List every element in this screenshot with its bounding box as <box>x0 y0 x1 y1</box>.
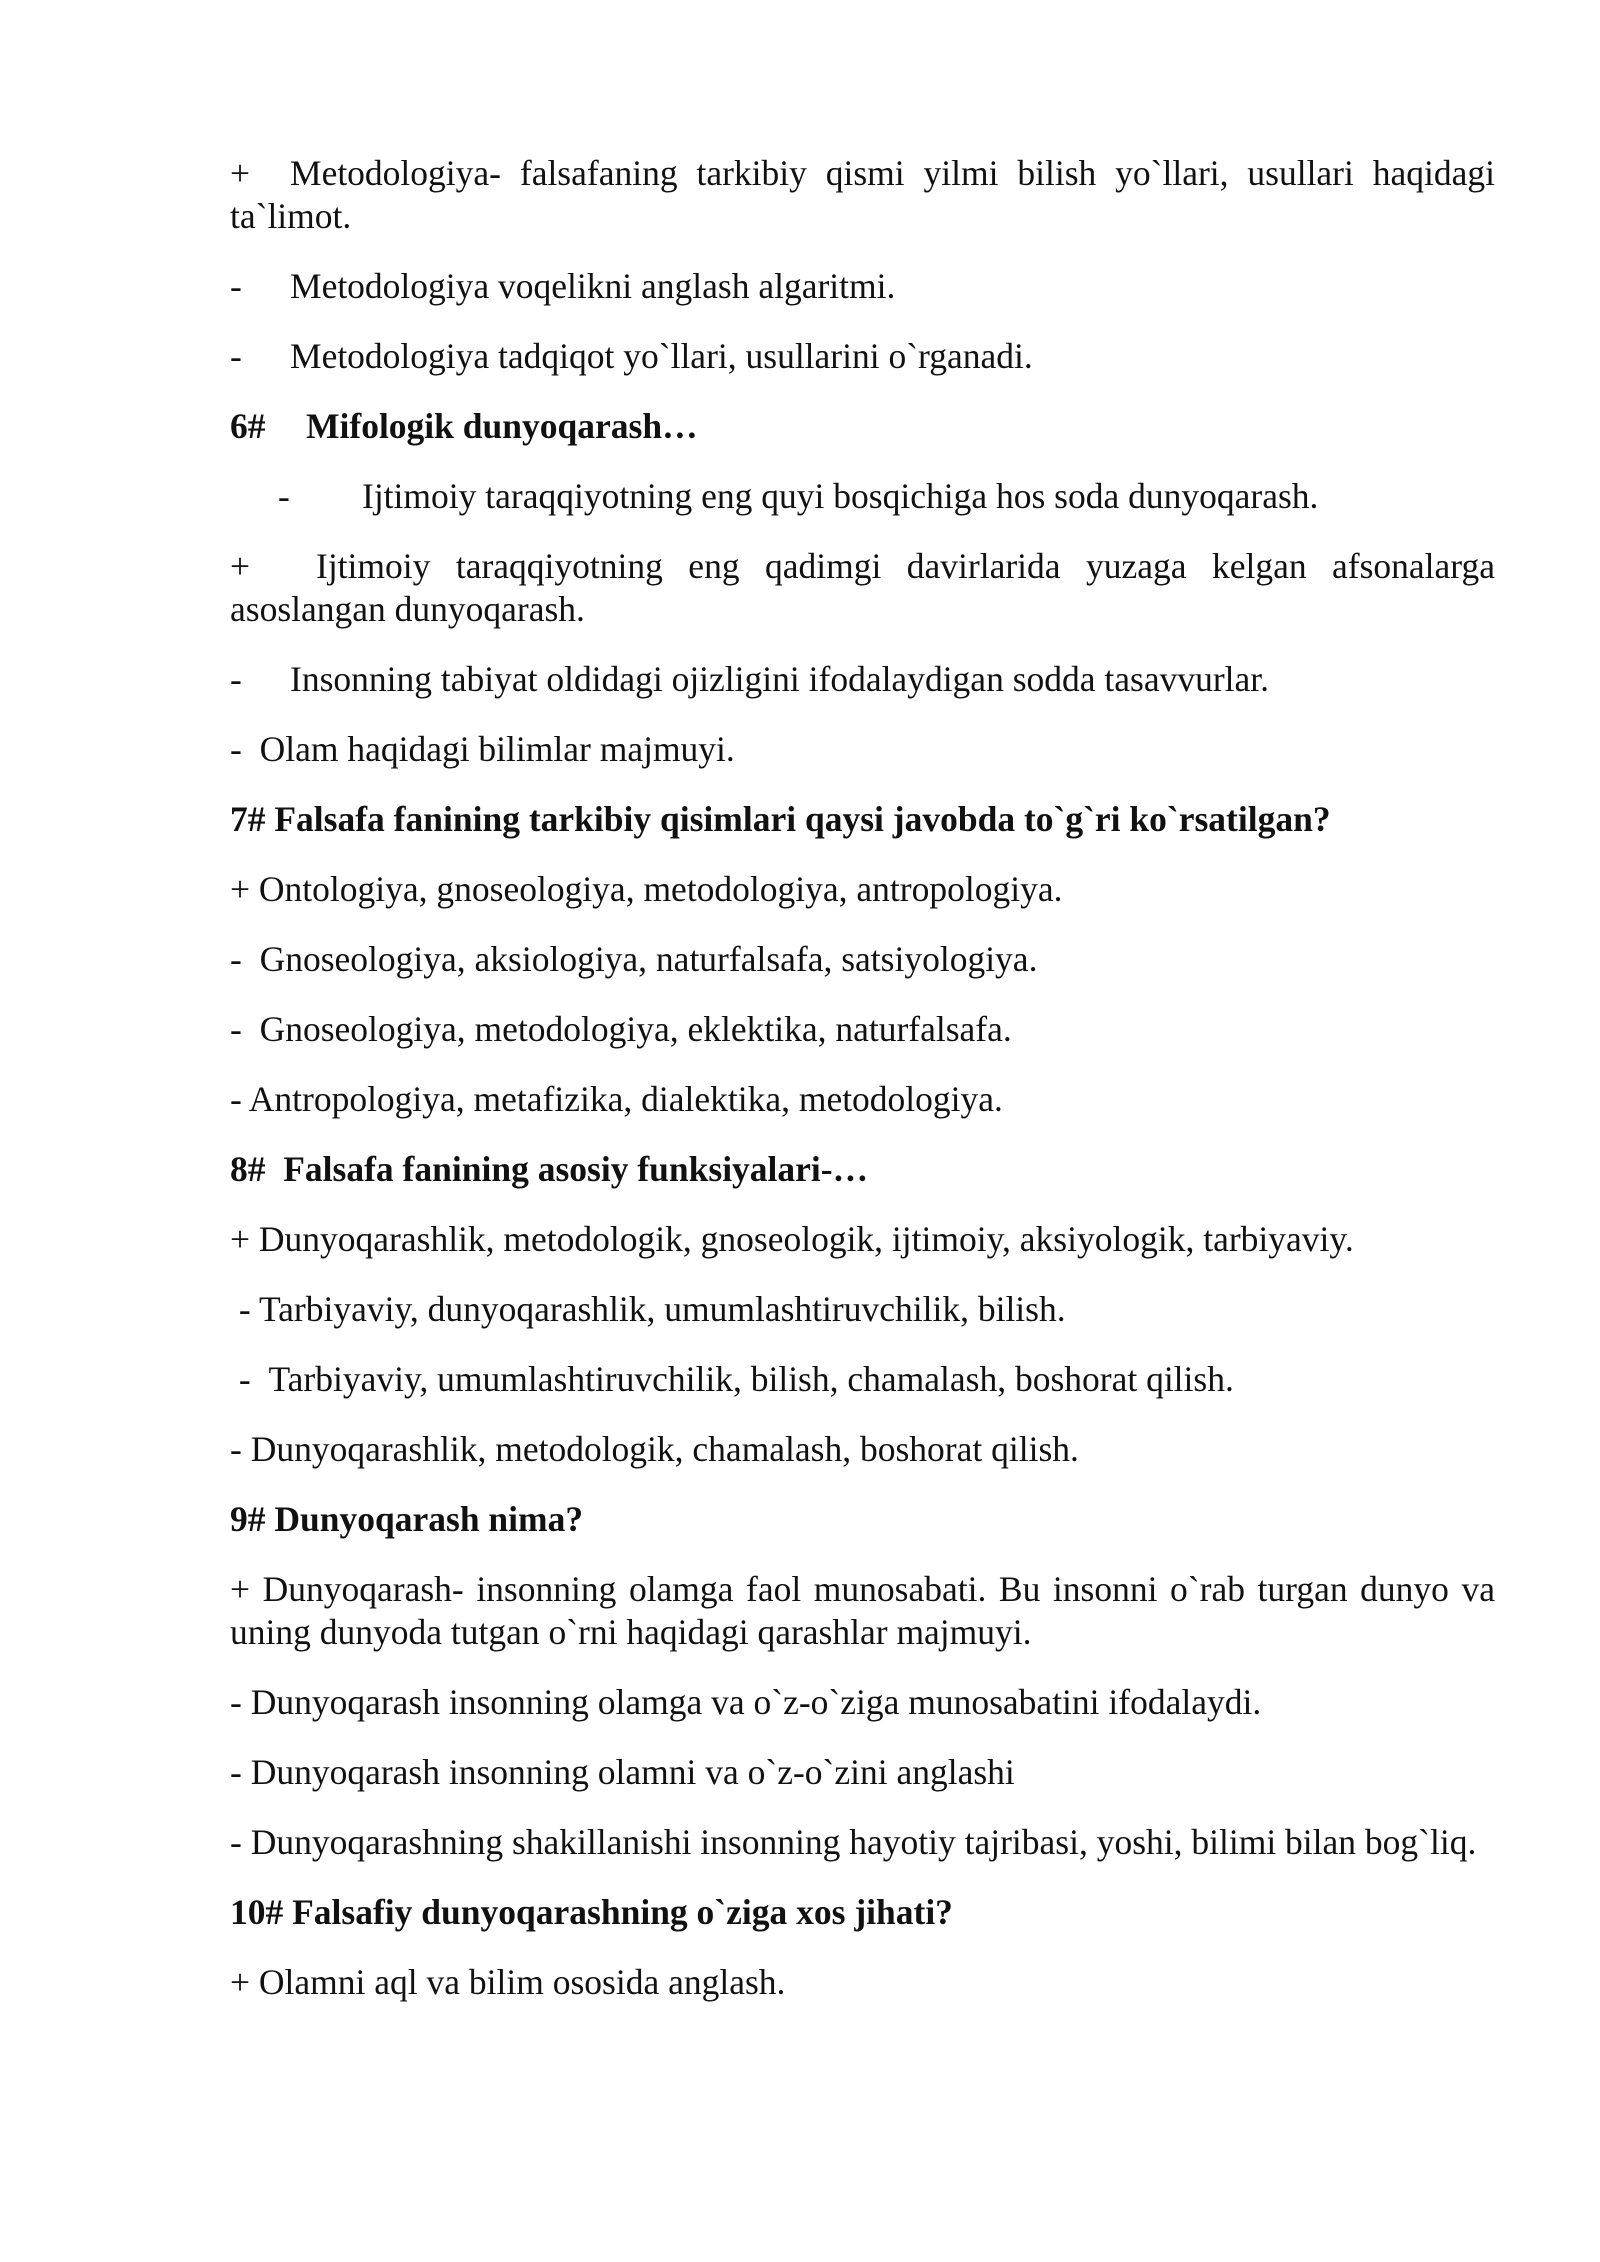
answer-text: Tarbiyaviy, umumlashtiruvchilik, bilish, chamalash, boshorat qilish. <box>268 1359 1234 1399</box>
answer-marker: + <box>230 153 251 193</box>
question-heading <box>230 1891 1495 1934</box>
answer-option <box>230 1961 1495 2004</box>
answer-text: Ijtimoiy taraqqiyotning eng quyi bosqichiga hos soda dunyoqarash. <box>362 476 1319 516</box>
answer-option <box>230 1751 1495 1794</box>
answer-marker: - <box>238 1359 251 1399</box>
answer-marker: + <box>230 1962 251 2002</box>
answer-option <box>230 265 1495 308</box>
answer-text: Antropologiya, metafizika, dialektika, metodologiya. <box>248 1079 1003 1119</box>
answer-text: Dunyoqarashlik, metodologik, gnoseologik, ijtimoiy, aksiyologik, tarbiyaviy. <box>258 1219 1354 1259</box>
document-page <box>230 152 1495 2031</box>
question-text: Mifologik dunyoqarash… <box>306 406 698 446</box>
answer-text: Olamni aql va bilim ososida anglash. <box>258 1962 786 2002</box>
answer-marker: - <box>230 1079 242 1119</box>
answer-marker: + <box>230 546 251 586</box>
question-text: Falsafa fanining tarkibiy qisimlari qaysi javobda to`g`ri ko`rsatilgan? <box>274 799 1331 839</box>
answer-marker: - <box>230 266 242 306</box>
answer-text: Insonning tabiyat oldidagi ojizligini ifodalaydigan sodda tasavvurlar. <box>290 659 1270 699</box>
answer-marker: - <box>278 476 290 516</box>
answer-marker: + <box>230 1219 251 1259</box>
answer-marker: - <box>230 336 242 376</box>
answer-text: Tarbiyaviy, dunyoqarashlik, umumlashtiruvchilik, bilish. <box>258 1289 1066 1329</box>
answer-option <box>230 1288 1495 1331</box>
answer-option <box>230 1681 1495 1724</box>
answer-text: Dunyoqarash- insonning olamga faol munosabati. Bu insonni o`rab turgan dunyo va uning dunyoda tutgan o`rni haqidagi qarashlar majmuyi. <box>230 1569 1495 1652</box>
answer-text: Ontologiya, gnoseologiya, metodologiya, antropologiya. <box>258 869 1063 909</box>
question-number: 8# <box>230 1149 266 1189</box>
answer-option <box>230 335 1495 378</box>
answer-marker: - <box>230 1822 242 1862</box>
question-text: Falsafa fanining asosiy funksiyalari-… <box>283 1149 869 1189</box>
answer-option <box>230 1428 1495 1471</box>
question-text: Dunyoqarash nima? <box>274 1499 584 1539</box>
question-number: 6# <box>230 406 266 446</box>
answer-text: Dunyoqarashlik, metodologik, chamalash, boshorat qilish. <box>250 1429 1079 1469</box>
answer-option <box>230 728 1495 771</box>
answer-option <box>230 868 1495 911</box>
answer-option <box>230 1358 1495 1401</box>
answer-marker: + <box>230 869 251 909</box>
answer-marker: + <box>230 1569 251 1609</box>
question-number: 10# <box>230 1892 284 1932</box>
answer-option <box>230 1821 1495 1864</box>
answer-option <box>230 1078 1495 1121</box>
answer-text: Ijtimoiy taraqqiyotning eng qadimgi davirlarida yuzaga kelgan afsonalarga asoslangan dunyoqarash. <box>230 546 1495 629</box>
question-heading <box>230 798 1495 841</box>
answer-option <box>230 545 1495 631</box>
answer-marker: - <box>230 1429 242 1469</box>
question-heading <box>230 1148 1495 1191</box>
answer-marker: - <box>230 1682 242 1722</box>
answer-option <box>230 152 1495 238</box>
answer-option <box>230 658 1495 701</box>
answer-text: Dunyoqarash insonning olamni va o`z-o`zini anglashi <box>250 1752 1015 1792</box>
answer-marker: - <box>230 659 242 699</box>
answer-text: Metodologiya tadqiqot yo`llari, usullarini o`rganadi. <box>290 336 1033 376</box>
answer-marker: - <box>230 1752 242 1792</box>
question-number: 7# <box>230 799 266 839</box>
answer-marker: - <box>230 939 242 979</box>
question-number: 9# <box>230 1499 266 1539</box>
answer-marker: - <box>238 1289 251 1329</box>
answer-option <box>230 938 1495 981</box>
answer-option <box>230 1568 1495 1654</box>
answer-option <box>230 1218 1495 1261</box>
answer-marker: - <box>230 1009 242 1049</box>
answer-option <box>230 475 1495 518</box>
answer-text: Gnoseologiya, metodologiya, eklektika, naturfalsafa. <box>259 1009 1012 1049</box>
answer-text: Dunyoqarashning shakillanishi insonning hayotiy tajribasi, yoshi, bilimi bilan bog`liq. <box>250 1822 1477 1862</box>
question-heading <box>230 1498 1495 1541</box>
answer-marker: - <box>230 729 242 769</box>
answer-text: Gnoseologiya, aksiologiya, naturfalsafa, satsiyologiya. <box>259 939 1038 979</box>
question-heading <box>230 405 1495 448</box>
answer-text: Metodologiya- falsafaning tarkibiy qismi yilmi bilish yo`llari, usullari haqidagi ta`limot. <box>230 153 1495 236</box>
answer-text: Olam haqidagi bilimlar majmuyi. <box>259 729 735 769</box>
answer-option <box>230 1008 1495 1051</box>
answer-text: Metodologiya voqelikni anglash algaritmi. <box>290 266 896 306</box>
question-text: Falsafiy dunyoqarashning o`ziga xos jihati? <box>292 1892 953 1932</box>
answer-text: Dunyoqarash insonning olamga va o`z-o`ziga munosabatini ifodalaydi. <box>250 1682 1262 1722</box>
